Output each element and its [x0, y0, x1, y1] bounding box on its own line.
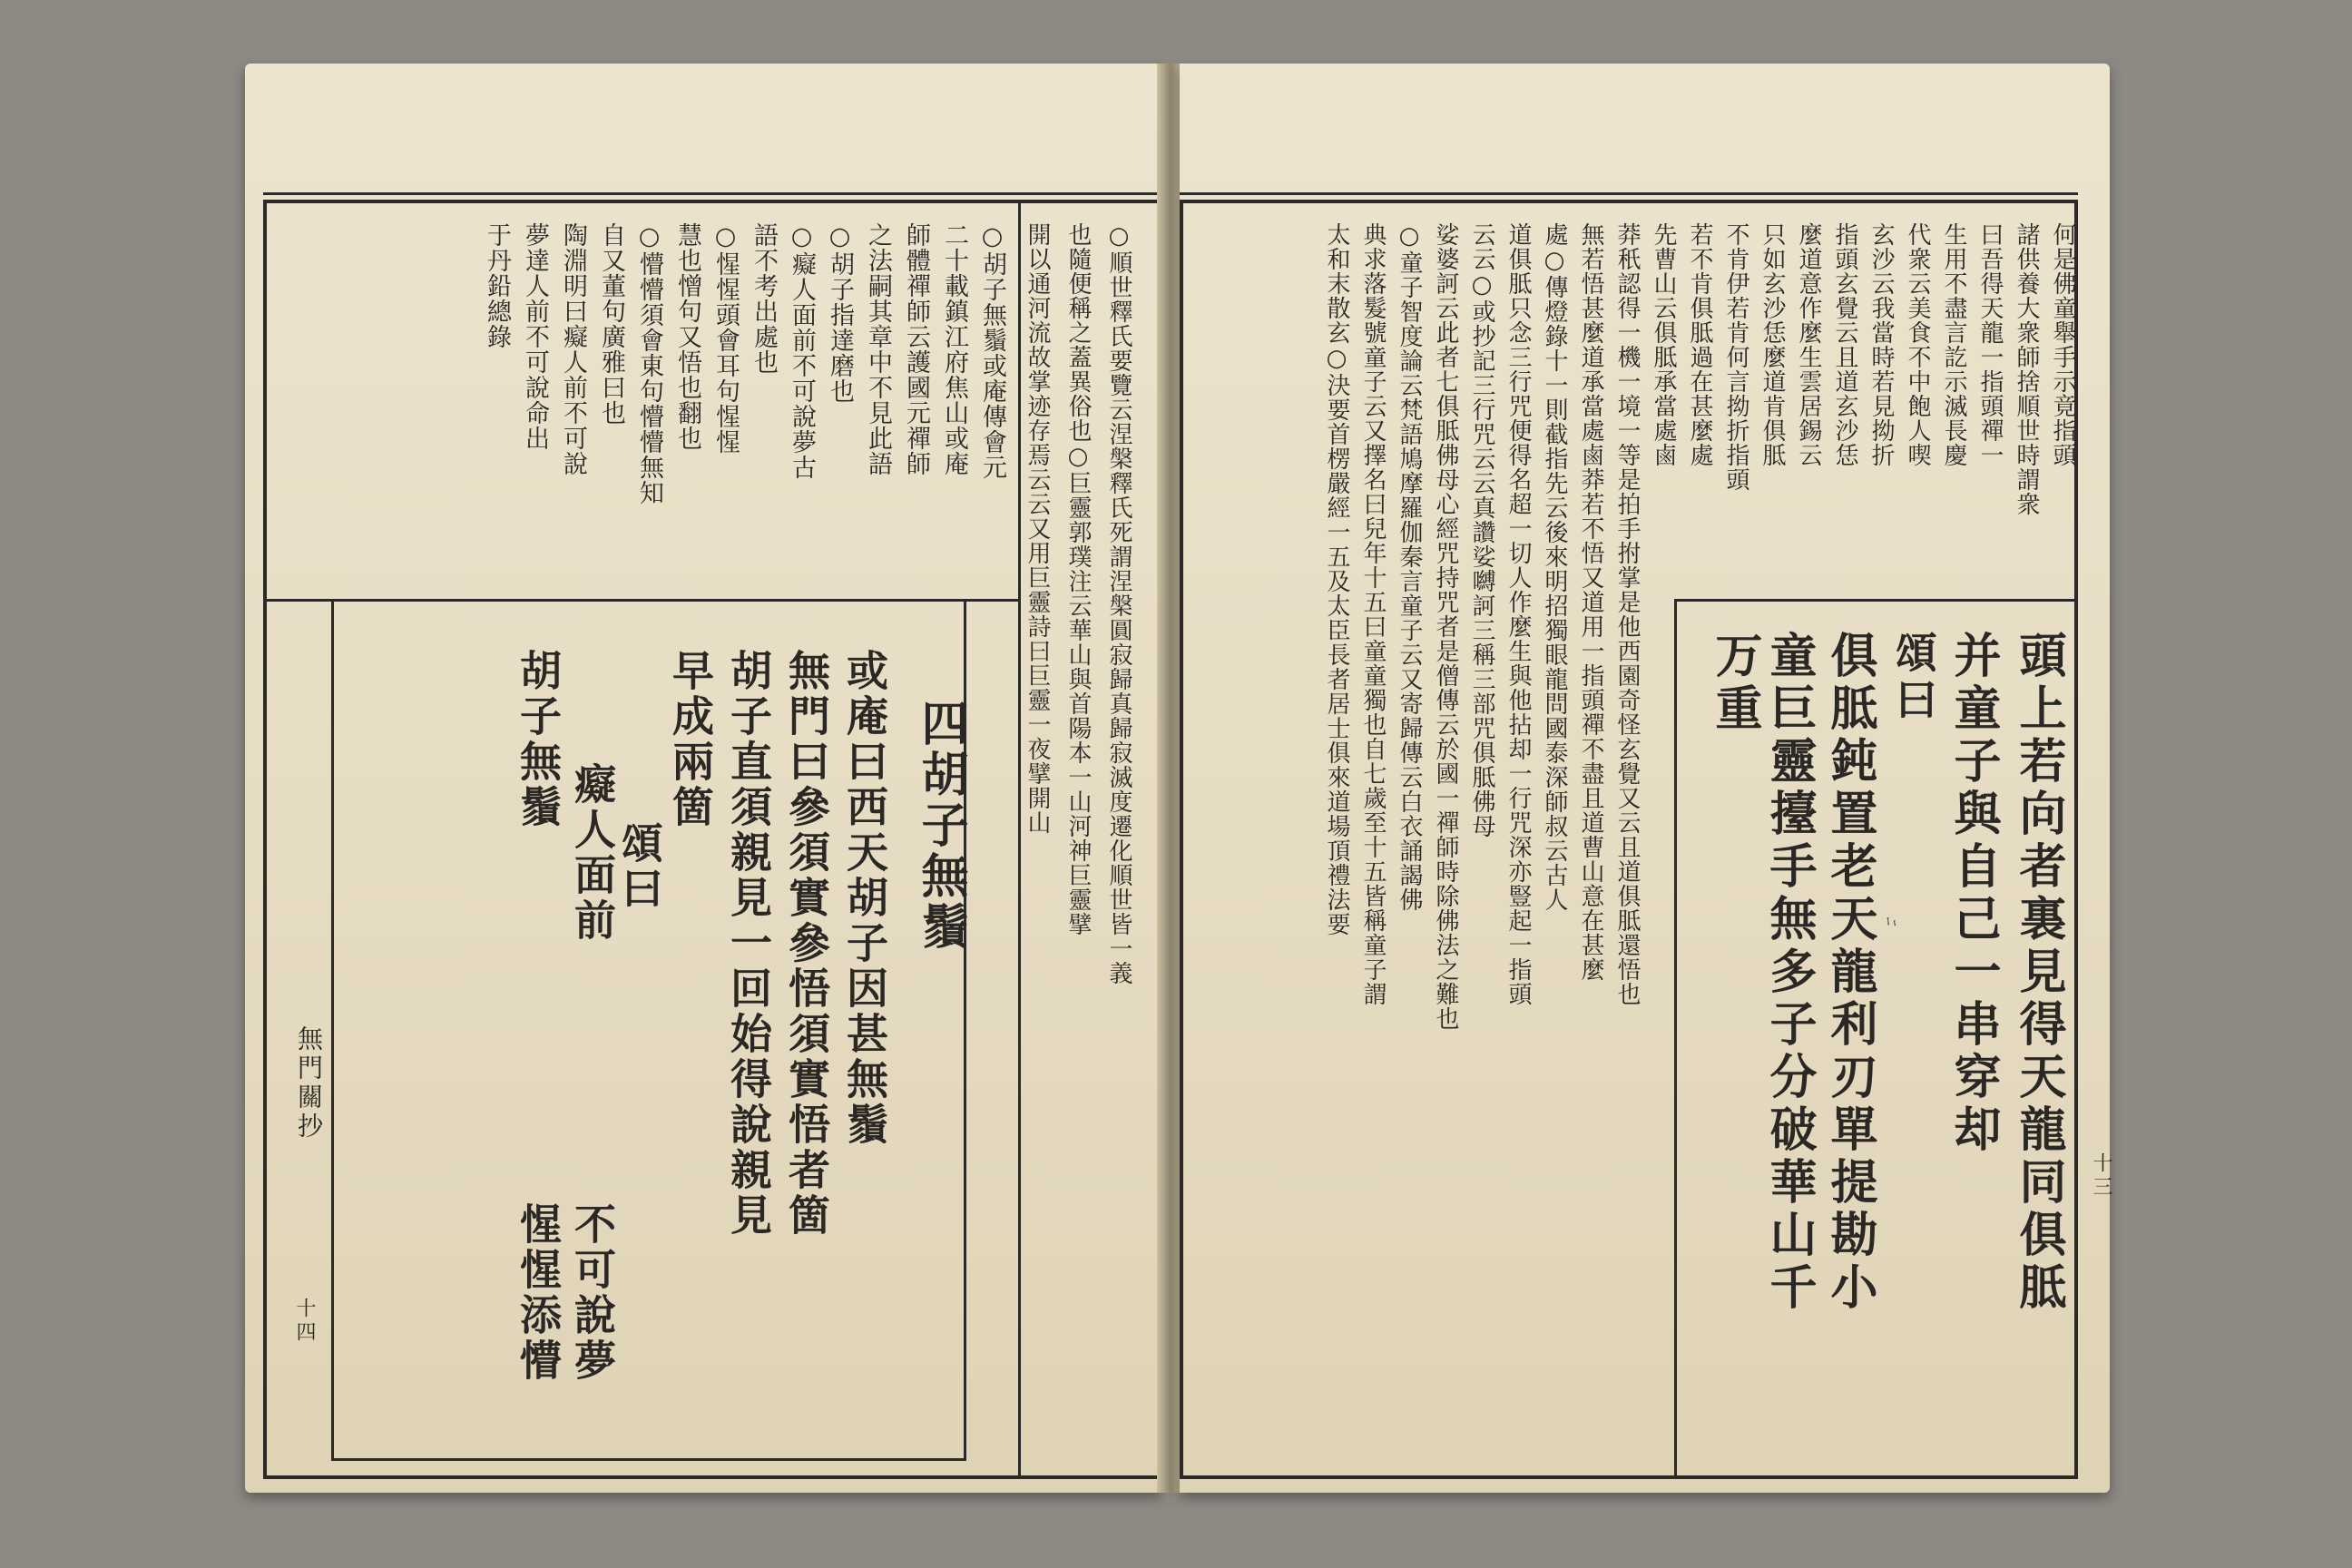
right-main-column-5: 童巨靈擡手無多子分破華山千: [1761, 631, 1817, 1315]
right-commentary-column-5: 代衆云美食不中飽人喫: [1904, 222, 1931, 467]
right-commentary-column-10: 不肯伊若肯何言拗折指頭: [1722, 222, 1749, 492]
right-main-column-6: 万重: [1707, 631, 1762, 736]
right-main-column-3: 頌曰: [1889, 631, 1938, 725]
left-top-rule: [263, 192, 1161, 195]
right-commentary-bottom-rule: [1674, 599, 2078, 602]
gutter-commentary-1: ○順世釋氏要覽云涅槃釋氏死謂涅槃圓寂歸真歸寂滅度遷化順世皆一義: [1105, 222, 1132, 985]
right-commentary-column-7: 指頭玄覺云且道玄沙恁: [1831, 222, 1858, 467]
right-commentary-column-3: 曰吾得天龍一指頭禪一: [1976, 222, 2004, 467]
left-commentary-column-2: 二十載鎮江府焦山或庵: [940, 222, 968, 476]
left-commentary-column-13: 夢達人前不可說命出: [521, 222, 549, 451]
right-top-rule: [1180, 192, 2078, 195]
right-commentary-column-17: 云云○或抄記三行咒云云真讚娑嚩訶三稱三部咒俱胝佛母: [1468, 222, 1495, 838]
left-main-column-2: 無門曰參須實參悟須實悟者箇: [782, 649, 831, 1239]
left-commentary-column-5: ○胡子指達磨也: [826, 222, 854, 404]
left-main-column-7: 不可說夢: [568, 1202, 617, 1384]
left-commentary-column-9: 慧也憎句又悟也翻也: [673, 222, 701, 451]
right-commentary-column-12: 先曹山云俱胝承當處鹵: [1650, 222, 1677, 467]
marginal-gloss: ﾆ: [1881, 916, 1900, 925]
left-commentary-column-8: ○惺惺頭會耳句惺惺: [711, 222, 740, 455]
right-commentary-column-20: 典求落髮號童子云又擇名曰兒年十五曰童童獨也自七歲至十五皆稱童子謂: [1359, 222, 1387, 1006]
left-commentary-column-4: 之法嗣其章中不見此語: [864, 222, 892, 476]
left-main-column-3: 胡子直須親見一回始得說親見: [724, 649, 773, 1239]
right-commentary-column-4: 生用不盡言訖示滅長慶: [1940, 222, 1967, 467]
right-commentary-column-19: ○童子智度論云梵語鳩摩羅伽秦言童子云又寄歸傳云白衣誦謁佛: [1396, 222, 1423, 912]
left-commentary-column-6: ○癡人面前不可說夢古: [788, 222, 816, 480]
gutter-commentary-2: 也隨便稱之蓋異俗也○巨靈郭璞注云華山與首陽本一山河神巨靈擘: [1064, 222, 1092, 936]
left-main-column-4: 早成兩箇: [666, 649, 715, 830]
right-main-column-4: 俱胝鈍置老天龍利刃單提勘小: [1822, 631, 1877, 1315]
left-page: [245, 64, 1161, 1493]
right-commentary-column-8: 麼道意作麼生雲居錫云: [1795, 222, 1822, 467]
left-folio: 十四: [293, 1298, 316, 1345]
right-folio: 十三: [2090, 1152, 2112, 1200]
gutter-commentary-3: 開以通河流故掌迹存焉云云又用巨靈詩曰巨靈一夜擘開山: [1024, 222, 1051, 835]
left-main-column-1: 或庵曰西天胡子因甚無鬚: [840, 649, 889, 1148]
left-commentary-column-3: 師體禪師云護國元禪師: [902, 222, 930, 476]
right-commentary-divider: [1674, 599, 1677, 1479]
right-commentary-column-6: 玄沙云我當時若見拗折: [1867, 222, 1895, 467]
open-book: [245, 64, 2110, 1493]
left-commentary-column-10: ○懵懵須會東句懵懵無知: [635, 222, 663, 505]
right-commentary-column-1: 何是佛童舉手示竟指頭: [2049, 222, 2076, 467]
case-heading: 四胡子無鬚: [913, 699, 968, 953]
right-main-column-2: 并童子與自己一串穿却: [1945, 631, 2001, 1157]
right-commentary-column-14: 無若悟甚麼道承當處鹵莽若不悟又道用一指頭禪不盡且道曹山意在甚麼: [1577, 222, 1604, 982]
left-commentary-column-11: 自又董句廣雅曰也: [597, 222, 625, 426]
left-commentary-column-1: ○胡子無鬚或庵傳會元: [978, 222, 1006, 480]
right-main-column-1: 頭上若向者裏見得天龍同俱胝: [2011, 631, 2066, 1315]
right-commentary-column-9: 只如玄沙恁麼道肯俱胝: [1759, 222, 1786, 467]
right-commentary-column-11: 若不肯俱胝過在甚麼處: [1686, 222, 1713, 467]
left-main-column-6: 癡人面前: [568, 762, 617, 944]
left-main-column-9: 惺惺添懵: [514, 1202, 563, 1384]
gutter-block-divider: [1018, 200, 1021, 1479]
right-commentary-column-18: 娑婆訶云此者七俱胝佛母心經咒持咒者是僧傳云於國一禪師時除佛法之難也: [1432, 222, 1459, 1031]
left-main-column-5: 頌曰: [615, 821, 664, 912]
right-commentary-column-15: 處○傳燈錄十一則截指先云後來明招獨眼龍問國泰深師叔云古人: [1541, 222, 1568, 912]
margin-title: 無門關抄: [294, 1025, 324, 1142]
right-commentary-column-16: 道俱胝只念三行咒便得名超一切人作麼生與他拈却一行咒深亦豎起一指頭: [1504, 222, 1532, 1006]
left-commentary-column-14: 于丹鉛總錄: [483, 222, 511, 349]
right-page: [1180, 64, 2110, 1493]
left-commentary-column-12: 陶淵明曰癡人前不可說: [559, 222, 587, 476]
right-commentary-column-21: 太和末散玄○決要首楞嚴經一五及太臣長者居士俱來道場頂禮法要: [1323, 222, 1350, 936]
right-commentary-column-13: 莽秖認得一機一境一等是拍手拊掌是他西園奇怪玄覺又云且道俱胝還悟也: [1613, 222, 1641, 1006]
left-main-column-8: 胡子無鬚: [514, 649, 563, 830]
right-commentary-column-2: 諸供養大衆師捨順世時謂衆: [2013, 222, 2040, 516]
left-commentary-column-7: 語不考出處也: [750, 222, 778, 375]
